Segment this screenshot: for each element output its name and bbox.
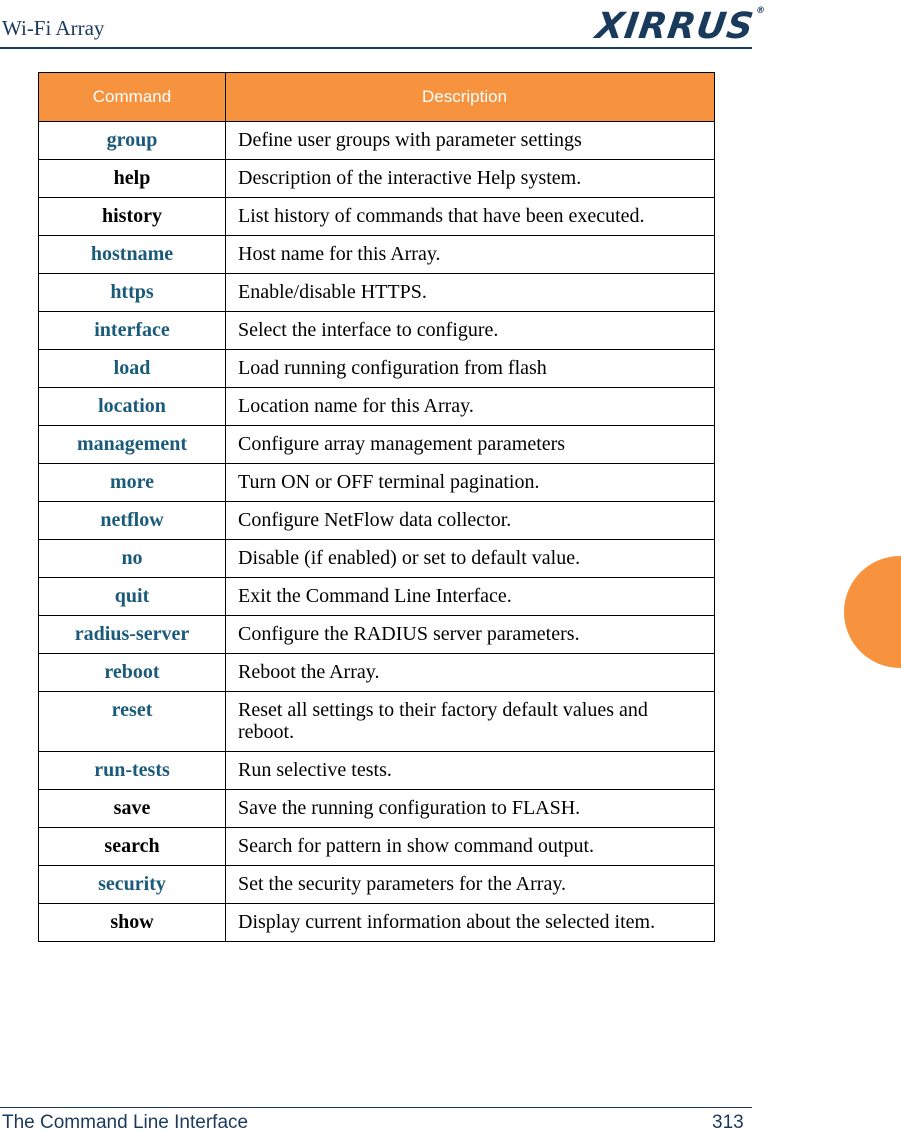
description-cell: List history of commands that have been executed.: [226, 198, 715, 236]
command-cell[interactable]: radius-server: [39, 616, 226, 654]
description-cell: Configure the RADIUS server parameters.: [226, 616, 715, 654]
table-header-row: [39, 73, 715, 122]
description-cell: Location name for this Array.: [226, 388, 715, 426]
table-row: [39, 160, 715, 198]
description-cell: Host name for this Array.: [226, 236, 715, 274]
command-cell[interactable]: netflow: [39, 502, 226, 540]
command-cell[interactable]: hostname: [39, 236, 226, 274]
table-row: [39, 426, 715, 464]
column-header-command: Command: [39, 73, 226, 122]
description-cell: Reboot the Array.: [226, 654, 715, 692]
table-row: [39, 198, 715, 236]
command-cell: help: [39, 160, 226, 198]
command-cell[interactable]: no: [39, 540, 226, 578]
table-row: [39, 502, 715, 540]
table-body: [39, 122, 715, 942]
page-number: 313: [712, 1112, 744, 1133]
table-row: [39, 654, 715, 692]
command-cell[interactable]: https: [39, 274, 226, 312]
command-cell[interactable]: interface: [39, 312, 226, 350]
running-header-title: Wi-Fi Array: [2, 16, 105, 40]
command-cell[interactable]: more: [39, 464, 226, 502]
description-cell: Display current information about the selected item.: [226, 904, 715, 942]
registered-mark: ®: [755, 6, 767, 16]
command-cell[interactable]: reset: [39, 692, 226, 752]
table-row: [39, 122, 715, 160]
table-row: [39, 752, 715, 790]
description-cell: Disable (if enabled) or set to default value.: [226, 540, 715, 578]
table-row: [39, 790, 715, 828]
logo-text: XIRRUS: [593, 6, 757, 47]
description-cell: Reset all settings to their factory default values and reboot.: [226, 692, 715, 752]
description-cell: Set the security parameters for the Array.: [226, 866, 715, 904]
table-row: [39, 866, 715, 904]
description-cell: Enable/disable HTTPS.: [226, 274, 715, 312]
table-row: [39, 616, 715, 654]
column-header-description: Description: [226, 73, 715, 122]
description-cell: Turn ON or OFF terminal pagination.: [226, 464, 715, 502]
command-cell[interactable]: group: [39, 122, 226, 160]
command-cell[interactable]: management: [39, 426, 226, 464]
command-cell[interactable]: location: [39, 388, 226, 426]
description-cell: Search for pattern in show command output.: [226, 828, 715, 866]
command-cell[interactable]: security: [39, 866, 226, 904]
command-cell[interactable]: quit: [39, 578, 226, 616]
command-cell[interactable]: load: [39, 350, 226, 388]
table-row: [39, 540, 715, 578]
command-cell: history: [39, 198, 226, 236]
command-cell: show: [39, 904, 226, 942]
command-table: [38, 72, 715, 942]
description-cell: Exit the Command Line Interface.: [226, 578, 715, 616]
description-cell: Description of the interactive Help system.: [226, 160, 715, 198]
header-divider: [0, 47, 752, 49]
description-cell: Load running configuration from flash: [226, 350, 715, 388]
command-cell: save: [39, 790, 226, 828]
table-row: [39, 350, 715, 388]
table-row: [39, 578, 715, 616]
table-row: [39, 236, 715, 274]
table-row: [39, 904, 715, 942]
command-cell: search: [39, 828, 226, 866]
table-row: [39, 388, 715, 426]
table-row: [39, 312, 715, 350]
xirrus-logo: [593, 6, 767, 47]
table-row: [39, 464, 715, 502]
description-cell: Run selective tests.: [226, 752, 715, 790]
description-cell: Define user groups with parameter settings: [226, 122, 715, 160]
command-cell[interactable]: reboot: [39, 654, 226, 692]
table-row: [39, 692, 715, 752]
footer-divider: [0, 1107, 752, 1108]
description-cell: Configure NetFlow data collector.: [226, 502, 715, 540]
chapter-tab-marker: [844, 556, 901, 668]
description-cell: Configure array management parameters: [226, 426, 715, 464]
description-cell: Select the interface to configure.: [226, 312, 715, 350]
table-row: [39, 274, 715, 312]
command-cell[interactable]: run-tests: [39, 752, 226, 790]
description-cell: Save the running configuration to FLASH.: [226, 790, 715, 828]
footer-section-title: The Command Line Interface: [2, 1112, 249, 1133]
table-row: [39, 828, 715, 866]
